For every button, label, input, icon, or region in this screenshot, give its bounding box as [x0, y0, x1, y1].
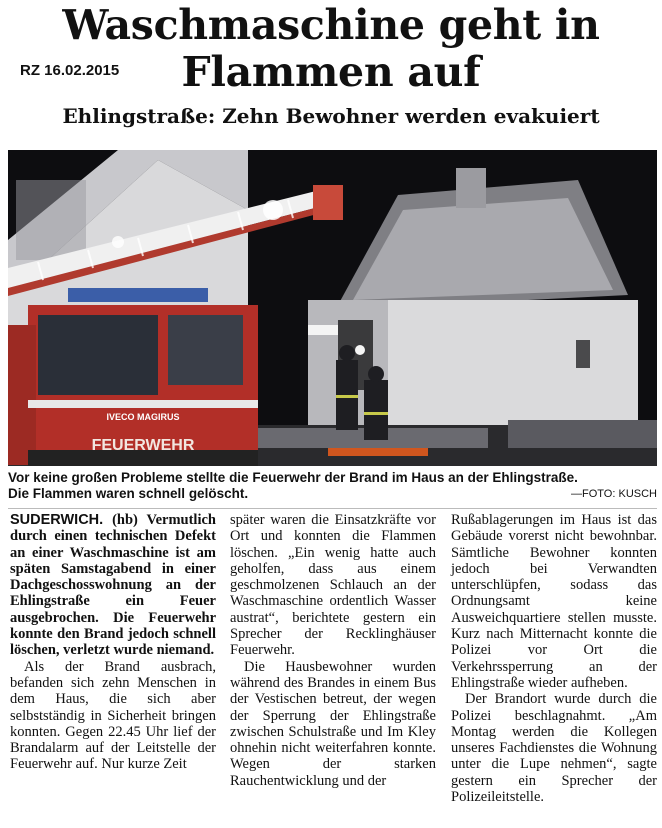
- lead-text: (hb) Vermutlich durch einen technischen Defekt an einer Waschmaschine ist am späten Samstagabend in einer Dachgeschosswohnung an der Ehlingstraße ein Feuer ausgebrochen. Die Feuerwehr konnte den Brand jedoch schnell löschen, verletzt wurde niemand.: [10, 512, 216, 659]
- headline-line-1: Waschmaschine geht in: [62, 1, 600, 49]
- column-2: [230, 512, 436, 789]
- paragraph-6: Der Brandort wurde durch die Polizei beschlagnahmt. „Am Montag werden die Kollegen unseres Fachdienstes die Wohnung unter die Lupe nehmen“, sagte gestern ein Sprecher der Polizeileitstelle.: [451, 691, 657, 806]
- divider: [8, 508, 657, 509]
- photo-caption: [8, 470, 657, 502]
- truck-feuerwehr-label: FEUERWEHR: [91, 437, 195, 454]
- column-3: [451, 512, 657, 805]
- caption-line-1: Vor keine großen Probleme stellte die Feuerwehr der Brand im Haus an der Ehlingstraße.: [8, 470, 578, 485]
- place-name: SUDERWICH.: [10, 512, 104, 528]
- truck-brand-label: IVECO MAGIRUS: [106, 412, 180, 422]
- paragraph-5: Rußablagerungen im Haus ist das Gebäude vorerst nicht bewohnbar. Sämtliche Bewohner konnten jedoch bei Verwandten unterschlüpfen, sodass das Ordnungsamt keine Ausweichquartiere stellen musste. Kurz nach Mitternacht konnte die Polizei vor Ort die Verkehrssperrung an der Ehlingstraße wieder aufheben.: [451, 512, 657, 691]
- paragraph-3: später waren die Einsatzkräfte vor Ort und konnten die Flammen löschen. „Ein wenig hatte auch geholfen, dass aus einem geschmolzenen Schlauch an der Waschmaschine ordentlich Wasser austrat“, berichtete gestern ein Sprecher der Recklinghäuser Feuerwehr.: [230, 512, 436, 659]
- paragraph-4: Die Hausbewohner wurden während des Brandes in einem Bus der Vestischen betreut, der wegen der Sperrung der Ehlingstraße zwischen Schulstraße und Im Kley ohnehin nicht weiterfahren konnte. Wegen der starken Rauchentwicklung und der: [230, 658, 436, 789]
- headline: [0, 0, 662, 96]
- news-photo: [8, 150, 657, 466]
- caption-line-2: Die Flammen waren schnell gelöscht.: [8, 486, 249, 501]
- lead-paragraph: [10, 512, 216, 659]
- dateline: RZ 16.02.2015: [20, 62, 120, 79]
- paragraph-2: Als der Brand ausbrach, befanden sich zehn Menschen in dem Haus, die sich aber selbstständig in Sicherheit bringen konnten. Gegen 22.45 Uhr lief der Brandalarm auf der Leitstelle der Feuerwehr auf. Nur kurze Zeit: [10, 658, 216, 773]
- headline-line-2: Flammen auf: [181, 48, 481, 96]
- subheadline: Ehlingstraße: Zehn Bewohner werden evakuiert: [62, 104, 600, 128]
- photo-credit: —FOTO: KUSCH: [571, 488, 657, 500]
- column-1: [10, 512, 216, 773]
